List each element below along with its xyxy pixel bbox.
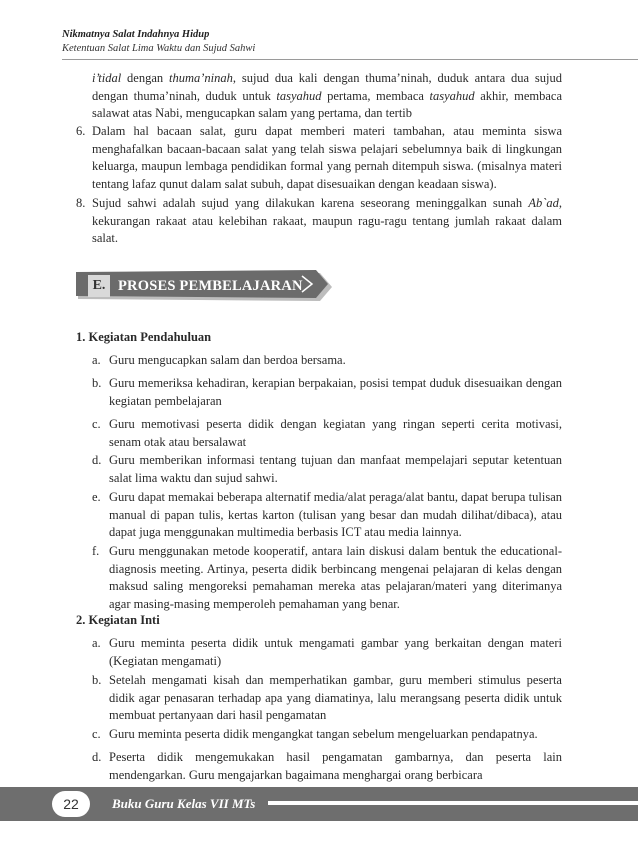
section-letter: E.: [88, 275, 110, 297]
page-number: 22: [52, 791, 90, 817]
book-title: Nikmatnya Salat Indahnya Hidup: [62, 29, 210, 40]
list-item: Guru menggunakan metode kooperatif, antara lain diskusi dalam bentuk the educational-diagnosis meeting. Artinya, peserta didik berbincang mengenai pelajaran di kelas dengan maksud saling mengoreksi pemahaman mereka atas pelajaran/materi yang diterimanya agar masing-masing memperoleh pemahaman yang benar.: [109, 544, 562, 611]
term-tasyahud: tasyahud: [429, 88, 475, 103]
list-item: Sujud sahwi adalah sujud yang dilakukan karena seseorang meninggalkan sunah Ab`ad, kekurangan rakaat atau kelebihan rakaat, maupun ragu-ragu tentang jumlah rakaat dalam salat.: [92, 196, 562, 245]
list-item: Setelah mengamati kisah dan memperhatikan gambar, guru memberi stimulus peserta didik agar penasaran terhadap apa yang diamatinya, lalu merangsang peserta didik untuk membuat pertanyaan dari hasil pengamatan: [109, 673, 562, 722]
chapter-title: Ketentuan Salat Lima Waktu dan Sujud Sahwi: [62, 43, 256, 54]
term-abad: Ab`ad: [528, 196, 559, 210]
item-letter: b.: [92, 673, 102, 687]
item-letter: e.: [92, 490, 101, 504]
list-item: Guru mengucapkan salam dan berdoa bersama.: [109, 353, 346, 367]
list-item: Guru memotivasi peserta didik dengan kegiatan yang ringan seperti cerita motivasi, senam otak atau bersalawat: [109, 417, 562, 449]
list-item: Guru dapat memakai beberapa alternatif media/alat peraga/alat bantu, dapat berupa tulisan manual di papan tulis, kertas karton (tulisan yang besar dan mudah dilihat/dibaca), atau dapat juga menggunakan multimedia berbasis ICT atau media lainnya.: [109, 490, 562, 539]
item-letter: d.: [92, 453, 102, 467]
item-letter: c.: [92, 727, 101, 741]
item-letter: c.: [92, 417, 101, 431]
item-number: 6.: [76, 124, 86, 138]
list-item: Dalam hal bacaan salat, guru dapat memberi materi tambahan, atau meminta siswa menghafalkan bacaan-bacaan salat yang telah siswa pelajari sebelumnya baik di lingkungan keluarga, maupun lembaga pendidikan formal yang pernah ditempuh siswa. (misalnya materi tentang lafaz qunut dalam salat subuh, dapat disesuaikan dengan keadaan siswa).: [92, 124, 562, 191]
item-letter: a.: [92, 636, 101, 650]
header-rule: [62, 59, 638, 60]
list-item: Guru meminta peserta didik mengangkat tangan sebelum mengeluarkan pendapatnya.: [109, 727, 538, 741]
term-itidal: i’tidal: [92, 71, 122, 85]
term-tasyahud: tasyahud: [276, 88, 322, 103]
item-letter: b.: [92, 376, 102, 390]
term-thumaninah: thuma’ninah: [169, 71, 233, 85]
item-number: 8.: [76, 196, 86, 210]
list-item: Guru memberikan informasi tentang tujuan dan manfaat mempelajari seputar ketentuan salat lima waktu dan sujud sahwi.: [109, 453, 562, 485]
subsection-title: 2. Kegiatan Inti: [76, 613, 160, 627]
list-item: Peserta didik mengemukakan hasil pengamatan gambarnya, dan peserta lain mendengarkan. Guru mengajarkan bagaimana menghargai orang berbicara: [109, 750, 562, 782]
section-banner: [76, 269, 336, 305]
subsection-title: 1. Kegiatan Pendahuluan: [76, 330, 212, 344]
footer-book-title: Buku Guru Kelas VII MTs: [112, 796, 256, 811]
footer-rule: [268, 801, 638, 805]
item-letter: f.: [92, 544, 100, 558]
continuation-paragraph: i’tidal dengan thuma’ninah, sujud dua kali dengan thuma’ninah, duduk antara dua sujud dengan thuma’ninah, duduk untuk tasyahud pertama, membaca tasyahud akhir, membaca salawat atas Nabi, mengucapkan salam yang pertama, dan tertib: [92, 71, 563, 120]
list-item: Guru memeriksa kehadiran, kerapian berpakaian, posisi tempat duduk disesuaikan dengan kegiatan pembelajaran: [109, 376, 562, 408]
item-letter: a.: [92, 353, 101, 367]
section-heading: PROSES PEMBELAJARAN: [118, 278, 303, 294]
running-header: [62, 28, 255, 56]
list-item: Guru meminta peserta didik untuk mengamati gambar yang berkaitan dengan materi (Kegiatan mengamati): [109, 636, 562, 668]
item-letter: d.: [92, 750, 102, 764]
